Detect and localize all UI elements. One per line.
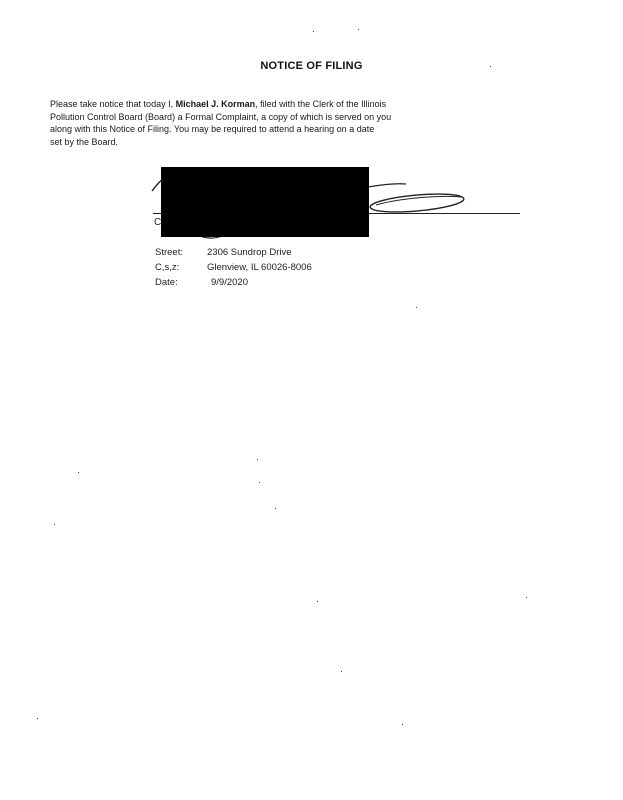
scan-speck <box>54 524 55 525</box>
street-value: 2306 Sundrop Drive <box>207 247 292 258</box>
notice-line-1 <box>50 98 450 111</box>
date-value: 9/9/2020 <box>211 277 248 288</box>
scan-speck <box>402 724 403 725</box>
scan-speck <box>313 31 314 32</box>
csz-label: C,s,z: <box>155 262 180 273</box>
scan-speck <box>275 508 276 509</box>
notice-line-3: along with this Notice of Filing. You may be required to attend a hearing on a date <box>50 124 375 134</box>
scan-speck <box>37 718 38 719</box>
signature-partial-label: C <box>154 217 162 228</box>
filer-name: Michael J. Korman <box>175 99 256 109</box>
scan-speck <box>526 597 527 598</box>
scan-speck <box>257 459 258 460</box>
notice-paragraph <box>50 98 450 148</box>
scan-speck <box>78 472 79 473</box>
notice-line-1-end: , filed with the Clerk of the Illinois <box>255 99 387 109</box>
scan-speck <box>341 671 342 672</box>
document-title: NOTICE OF FILING <box>260 60 363 72</box>
notice-line-2: Pollution Control Board (Board) a Formal Complaint, a copy of which is served on you <box>50 111 392 122</box>
street-label: Street: <box>155 247 183 258</box>
scan-speck <box>259 482 260 483</box>
scan-speck <box>317 601 318 602</box>
notice-line-1-start: Please take notice that today I, <box>50 99 176 109</box>
scan-speck <box>358 29 359 30</box>
date-label: Date: <box>155 277 178 288</box>
scan-speck <box>416 307 417 308</box>
notice-line-4: set by the Board. <box>50 136 119 147</box>
scan-speck <box>490 66 491 67</box>
csz-value: Glenview, IL 60026-8006 <box>207 262 312 273</box>
redaction-box <box>161 167 369 237</box>
